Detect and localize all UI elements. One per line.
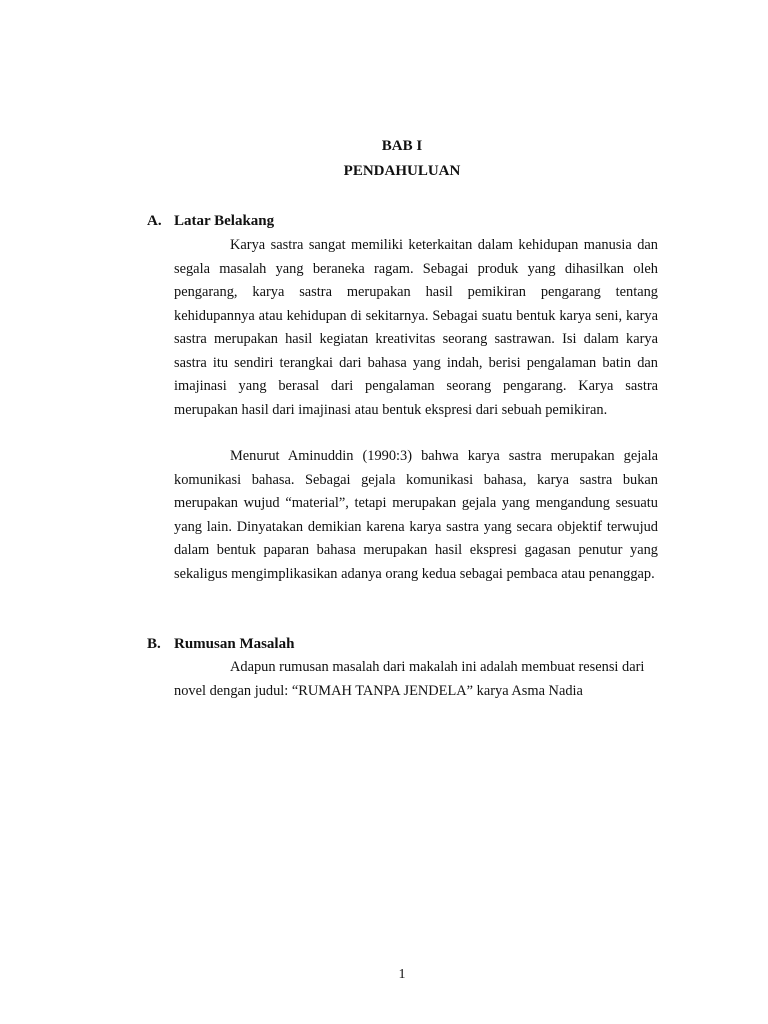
paragraph: Menurut Aminuddin (1990:3) bahwa karya sastra merupakan gejala komunikasi bahasa. Sebagai gejala komunikasi bahasa, karya sastra bukan merupakan wujud “material”, tetapi merupakan gejala yang mengandung sesuatu yang lain. Dinyatakan demikian karena karya sastra yang secara objektif terwujud dalam bentuk paparan bahasa merupakan hasil ekspresi gagasan penutur yang sekaligus mengimplikasikan adanya orang kedua sebagai pembaca atau penanggap.: [174, 448, 658, 582]
paragraph: Karya sastra sangat memiliki keterkaitan dalam kehidupan manusia dan segala masalah yang beraneka ragam. Sebagai produk yang dihasilkan oleh pengarang, karya sastra merupakan hasil pemikiran pengarang tentang kehidupannya atau kehidupan di sekitarnya. Sebagai suatu bentuk karya seni, karya sastra merupakan hasil kegiatan kreativitas seorang sastrawan. Isi dalam karya sastra itu sendiri terangkai dari bahasa yang indah, berisi pengalaman batin dan imajinasi yang berasal dari pengalaman seorang pengarang. Karya sastra merupakan hasil dari imajinasi atau bentuk ekspresi dari sebuah pemikiran.: [174, 237, 658, 418]
section-heading-latar-belakang: [147, 212, 274, 230]
chapter-title: PENDAHULUAN: [343, 163, 461, 179]
page-number: 1: [398, 967, 406, 982]
paragraph: Adapun rumusan masalah dari makalah ini adalah membuat resensi dari novel dengan judul: “RUMAH TANPA JENDELA” karya Asma Nadia: [174, 659, 645, 699]
section-title: Latar Belakang: [174, 213, 275, 229]
section-marker: A.: [147, 213, 162, 229]
section-heading-rumusan-masalah: [147, 635, 294, 653]
section-marker: B.: [147, 636, 161, 652]
chapter-number: BAB I: [381, 138, 423, 154]
section-title: Rumusan Masalah: [174, 636, 295, 652]
